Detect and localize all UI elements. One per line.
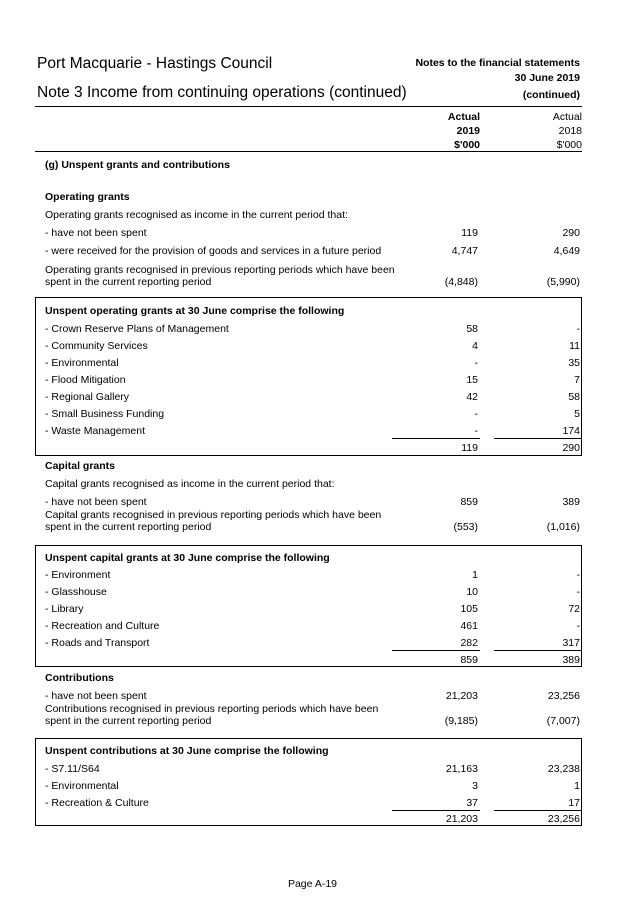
note-title: Note 3 Income from continuing operations (continued) bbox=[37, 84, 407, 101]
column-header-2019: Actual 2019 $'000 bbox=[447, 111, 480, 151]
notes-heading: Notes to the financial statements bbox=[415, 57, 580, 69]
organisation-name: Port Macquarie - Hastings Council bbox=[37, 55, 273, 72]
header-rule bbox=[35, 106, 582, 107]
column-header-2018: Actual 2018 $'000 bbox=[552, 111, 582, 151]
subtotal-rule bbox=[392, 650, 480, 651]
subtotal-rule bbox=[494, 810, 582, 811]
subtotal-rule bbox=[494, 438, 582, 439]
column-header-rule bbox=[35, 151, 582, 152]
subtotal-rule bbox=[392, 438, 480, 439]
period-date: 30 June 2019 bbox=[514, 72, 580, 84]
subtotal-rule bbox=[494, 650, 582, 651]
continued-label: (continued) bbox=[522, 89, 580, 101]
subtotal-rule bbox=[392, 810, 480, 811]
page-number: Page A-19 bbox=[287, 878, 338, 890]
